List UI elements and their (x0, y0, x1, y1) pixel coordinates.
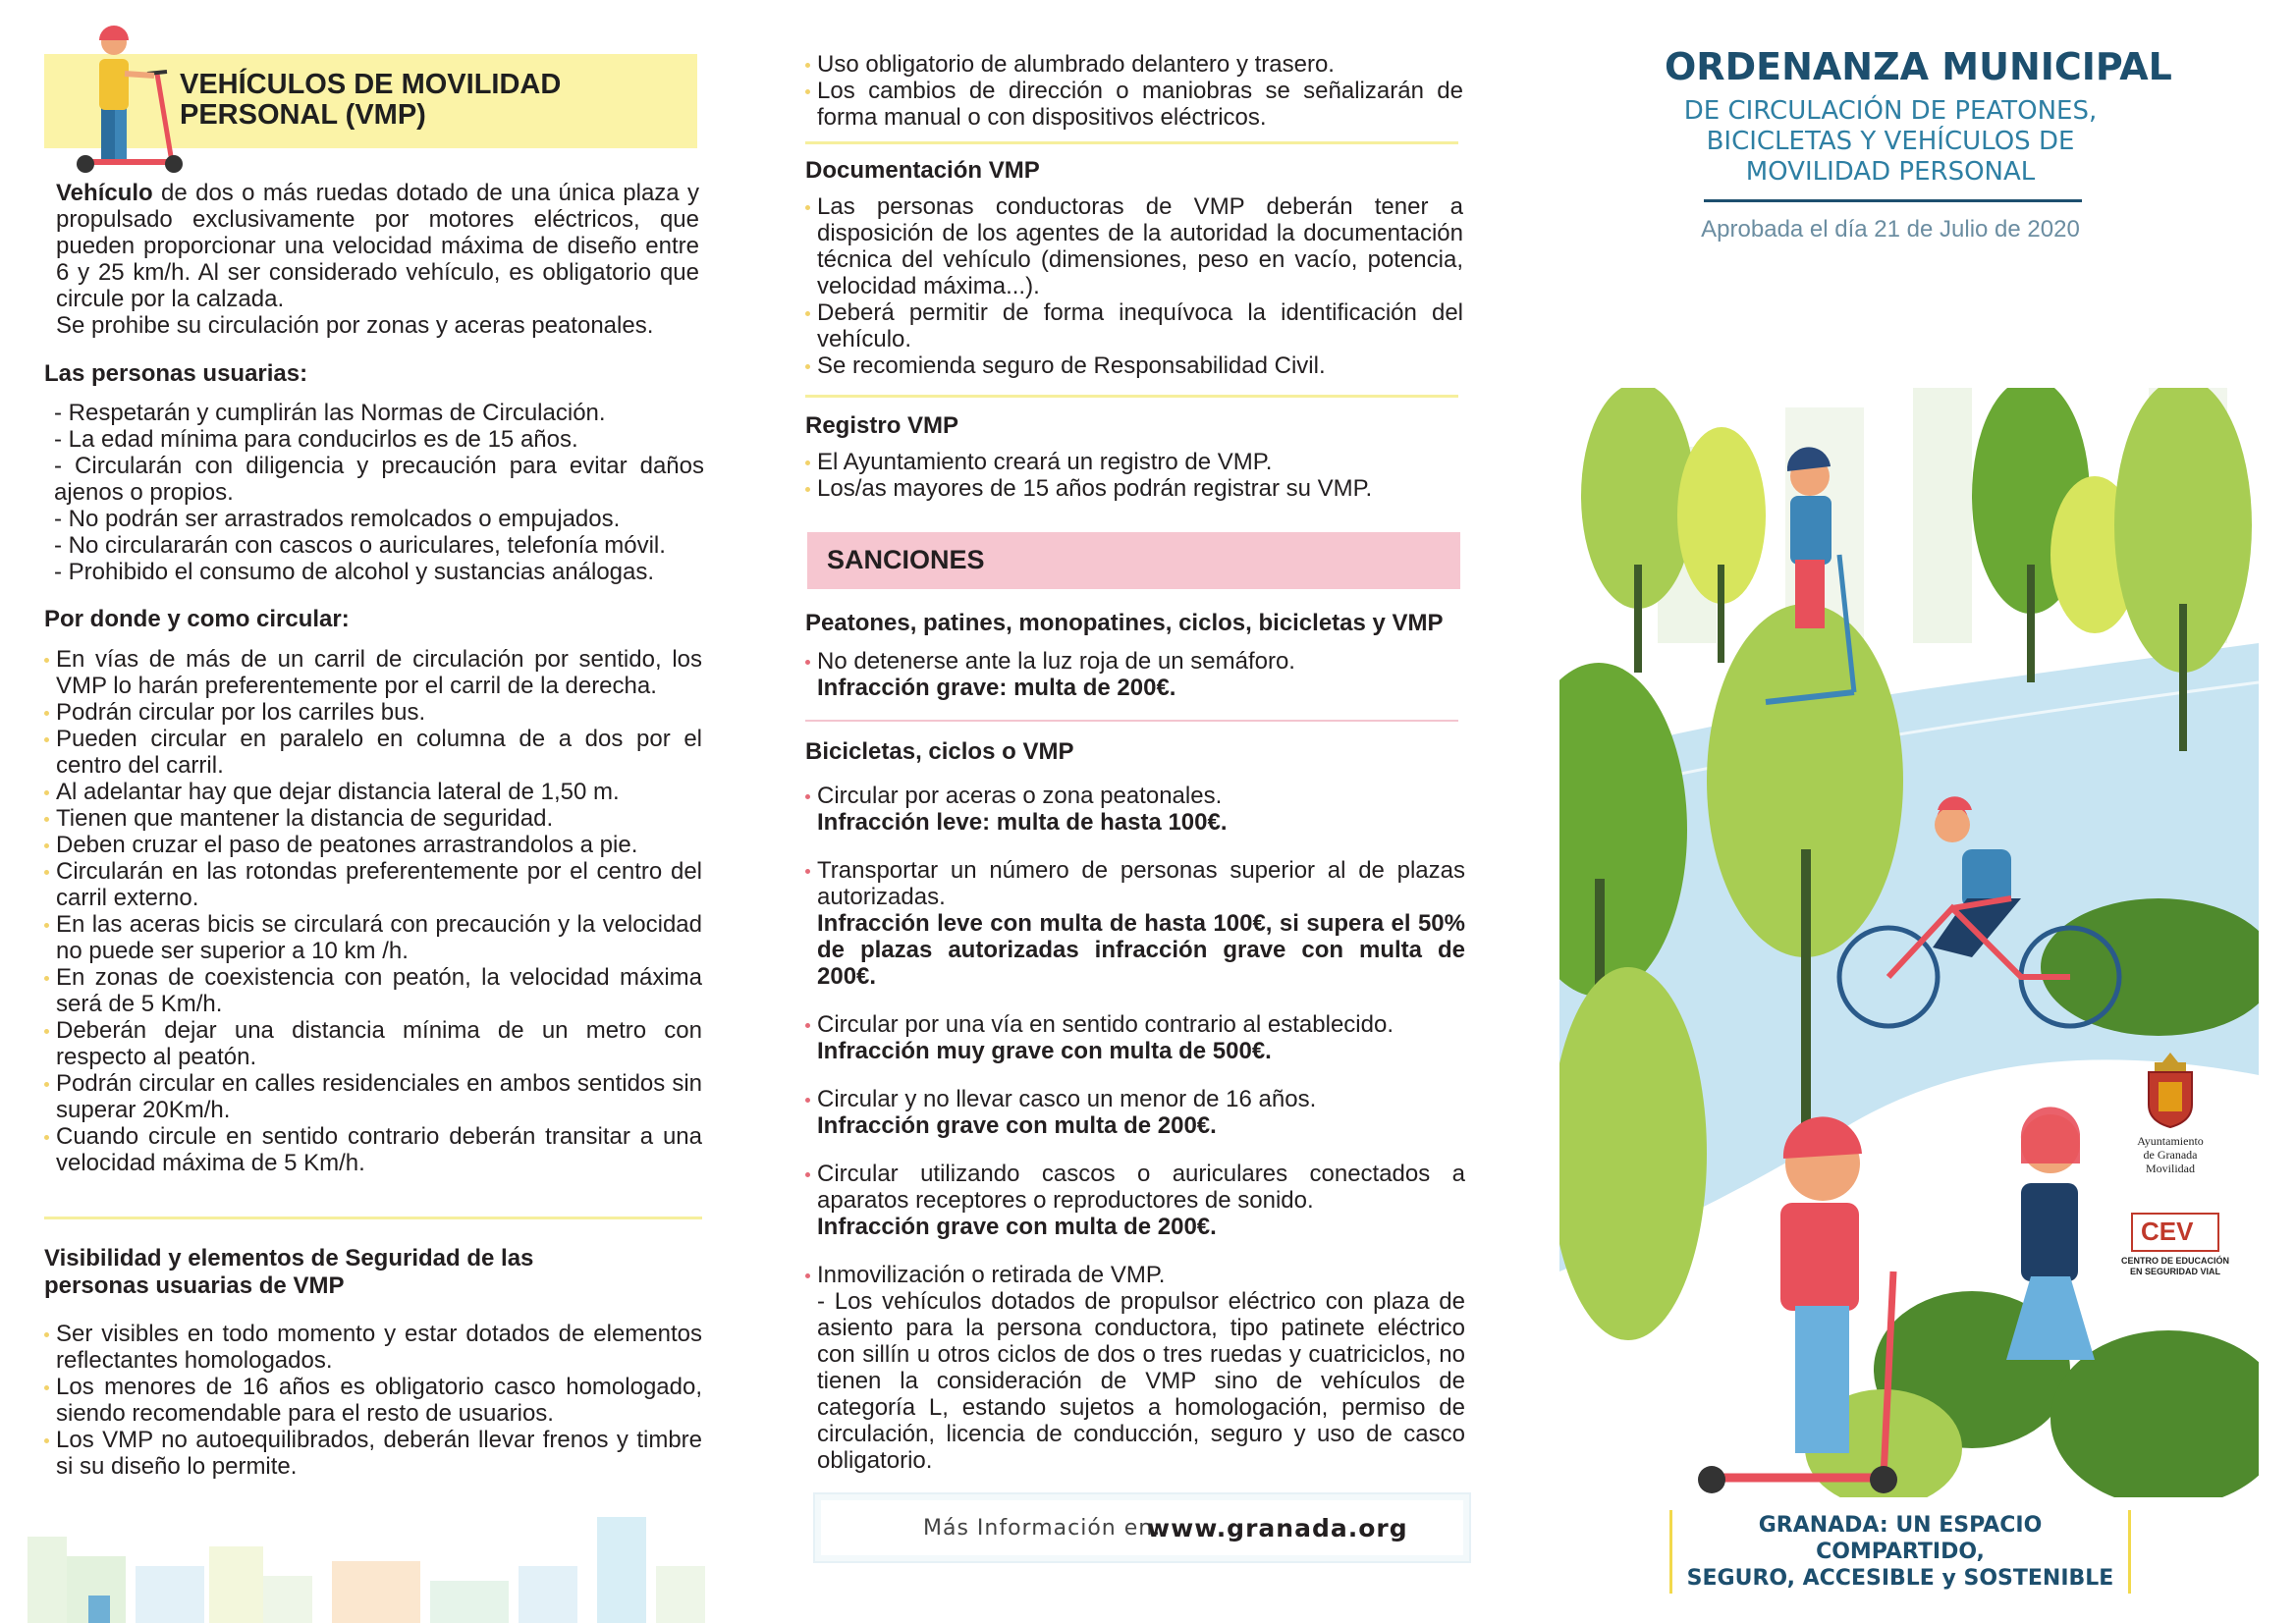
subtitle-line2: BICICLETAS Y VEHÍCULOS DE (1706, 127, 2075, 156)
cev-line1: CENTRO DE EDUCACIÓN (2121, 1256, 2230, 1266)
list-item: Al adelantar hay que dejar distancia lateral de 1,50 m. (44, 779, 702, 805)
slogan-line2: SEGURO, ACCESIBLE y SOSTENIBLE (1686, 1566, 2114, 1591)
bicicletas-list (805, 783, 1465, 1474)
coat-of-arms-icon (2141, 1051, 2200, 1129)
list-item: En vías de más de un carril de circulación por sentido, los VMP lo harán preferentemente por el carril de la derecha. (44, 646, 702, 699)
list-item: Uso obligatorio de alumbrado delantero y trasero. (805, 51, 1463, 78)
ayuntamiento-granada-logo (2116, 1051, 2224, 1175)
fine-text: Infracción grave: multa de 200€. (817, 675, 1176, 701)
infraction-text: Circular por una vía en sentido contrario al establecido. (817, 1011, 1394, 1038)
alumbrado-list (805, 51, 1463, 131)
registro-list (805, 449, 1463, 502)
list-item (805, 1011, 1465, 1064)
visibilidad-heading-line2: personas usuarias de VMP (44, 1272, 345, 1299)
list-item: Tienen que mantener la distancia de seguridad. (44, 805, 702, 832)
cev-line2: EN SEGURIDAD VIAL (2129, 1267, 2220, 1276)
slogan-line1: GRANADA: UN ESPACIO COMPARTIDO, (1758, 1513, 2043, 1564)
list-item: Deberá permitir de forma inequívoca la identificación del vehículo. (805, 299, 1463, 352)
visibilidad-list (44, 1321, 702, 1480)
cev-mark-text: CEV (2141, 1217, 2194, 1246)
definition-prohibition: Se prohibe su circulación por zonas y aceras peatonales. (56, 312, 654, 339)
circular-heading: Por donde y como circular: (44, 606, 350, 632)
fine-text: Infracción grave con multa de 200€. (817, 1214, 1217, 1240)
infraction-text: Transportar un número de personas superior al de plazas autorizadas. (817, 857, 1465, 910)
visibilidad-heading-line1: Visibilidad y elementos de Seguridad de las (44, 1245, 534, 1271)
definition-term: Vehículo (56, 180, 153, 206)
list-item: Deberán dejar una distancia mínima de un metro con respecto al peatón. (44, 1017, 702, 1070)
slogan (1669, 1510, 2131, 1594)
cev-logo (2121, 1213, 2229, 1277)
ordinance-title: ORDENANZA MUNICIPAL (1665, 45, 2172, 88)
list-item (805, 1161, 1465, 1240)
list-item: Se recomienda seguro de Responsabilidad Civil. (805, 352, 1463, 379)
list-item (805, 1086, 1465, 1139)
list-item: Pueden circular en paralelo en columna de a dos por el centro del carril. (44, 726, 702, 779)
list-item: En zonas de coexistencia con peatón, la velocidad máxima será de 5 Km/h. (44, 964, 702, 1017)
list-item: Podrán circular en calles residenciales en ambos sentidos sin superar 20Km/h. (44, 1070, 702, 1123)
ordinance-subtitle (1625, 96, 2156, 188)
list-item: - No circulararán con cascos o auriculares, telefonía móvil. (54, 532, 666, 559)
fine-text: Infracción muy grave con multa de 500€. (817, 1038, 1272, 1064)
subtitle-line1: DE CIRCULACIÓN DE PEATONES, (1683, 96, 2098, 126)
bicicletas-heading: Bicicletas, ciclos o VMP (805, 738, 1074, 765)
list-item: - No podrán ser arrastrados remolcados o empujados. (54, 506, 621, 532)
vmp-title (180, 70, 561, 131)
more-info-box (813, 1492, 1471, 1563)
city-skyline-decoration (27, 1507, 715, 1623)
divider (44, 1217, 702, 1219)
divider (805, 720, 1458, 722)
cev-mark (2131, 1213, 2219, 1252)
inmovilizacion-detail: - Los vehículos dotados de propulsor eléctrico con plaza de asiento para la persona conductora, tipo patinete eléctrico con sillín u otros ciclos de dos o tres ruedas y cuatriciclos, no tienen la consideración de VMP sino de vehículos de categoría L, estando sujetos a homologación, permiso de circulación, licencia de conducción, seguro y uso de casco obligatorio. (817, 1288, 1465, 1474)
list-item (805, 648, 1463, 701)
list-item (805, 783, 1465, 836)
divider (805, 141, 1458, 144)
logo1-line3: Movilidad (2146, 1162, 2195, 1175)
sanciones-band (807, 532, 1460, 589)
circular-list (44, 646, 702, 1176)
logo1-line2: de Granada (2143, 1148, 2198, 1162)
fine-text: Infracción leve con multa de hasta 100€, si supera el 50% de plazas autorizadas infracción grave con multa de 200€. (817, 910, 1465, 990)
sanciones-title: SANCIONES (827, 545, 985, 574)
list-item: Deben cruzar el paso de peatones arrastrandolos a pie. (44, 832, 702, 858)
list-item: Los menores de 16 años es obligatorio casco homologado, siendo recomendable para el resto de usuarios. (44, 1374, 702, 1427)
vmp-title-line1: VEHÍCULOS DE MOVILIDAD (180, 69, 562, 100)
list-item: - Respetarán y cumplirán las Normas de Circulación. (54, 400, 606, 426)
list-item: - Circularán con diligencia y precaución para evitar daños ajenos o propios. (54, 453, 704, 506)
list-item: Circularán en las rotondas preferentemente por el centro del carril externo. (44, 858, 702, 911)
documentacion-heading: Documentación VMP (805, 157, 1040, 184)
fine-text: Infracción grave con multa de 200€. (817, 1112, 1217, 1139)
list-item: En las aceras bicis se circulará con precaución y la velocidad no puede ser superior a 10 km /h. (44, 911, 702, 964)
list-item: Ser visibles en todo momento y estar dotados de elementos reflectantes homologados. (44, 1321, 702, 1374)
website-link[interactable]: www.granada.org (1147, 1514, 1408, 1542)
list-item: Los/as mayores de 15 años podrán registrar su VMP. (805, 475, 1463, 502)
list-item: Los cambios de dirección o maniobras se señalizarán de forma manual o con dispositivos eléctricos. (805, 78, 1463, 131)
list-item: - Prohibido el consumo de alcohol y sustancias análogas. (54, 559, 655, 585)
visibilidad-heading (44, 1245, 702, 1300)
list-item: Las personas conductoras de VMP deberán tener a disposición de los agentes de la autoridad la documentación técnica del vehículo (dimensiones, peso en vacío, potencia, velocidad máxima...). (805, 193, 1463, 299)
subtitle-line3: MOVILIDAD PERSONAL (1745, 157, 2036, 187)
list-item: - La edad mínima para conducirlos es de 15 años. (54, 426, 578, 453)
infraction-text: Circular y no llevar casco un menor de 16 años. (817, 1086, 1317, 1112)
usuarias-heading: Las personas usuarias: (44, 360, 308, 387)
peatones-heading: Peatones, patines, monopatines, ciclos, bicicletas y VMP (805, 610, 1444, 636)
list-item: Cuando circule en sentido contrario deberán transitar a una velocidad máxima de 5 Km/h. (44, 1123, 702, 1176)
vmp-title-line2: PERSONAL (VMP) (180, 99, 426, 131)
documentacion-list (805, 193, 1463, 379)
list-item: Los VMP no autoequilibrados, deberán llevar frenos y timbre si su diseño lo permite. (44, 1427, 702, 1480)
infraction-text: Circular utilizando cascos o auriculares conectados a aparatos receptores o reproductores de sonido. (817, 1161, 1465, 1214)
approval-date: Aprobada el día 21 de Julio de 2020 (1701, 216, 2080, 243)
usuarias-list (44, 400, 704, 585)
registro-heading: Registro VMP (805, 412, 959, 439)
definition-text: de dos o más ruedas dotado de una única plaza y propulsado exclusivamente por motores eléctricos, que pueden proporcionar una velocidad máxima de diseño entre 6 y 25 km/h. Al ser considerado vehículo, es obligatorio que circule por la calzada. (56, 180, 699, 312)
peatones-list (805, 648, 1463, 701)
title-rule (1704, 199, 2082, 202)
infraction-text: No detenerse ante la luz roja de un semáforo. (817, 648, 1295, 675)
list-item: El Ayuntamiento creará un registro de VMP. (805, 449, 1463, 475)
list-item (805, 857, 1465, 990)
fine-text: Infracción leve: multa de hasta 100€. (817, 809, 1228, 836)
vmp-definition (56, 180, 699, 339)
logo1-line1: Ayuntamiento (2137, 1134, 2204, 1148)
more-info-label: Más Información en: (923, 1516, 1162, 1541)
infraction-text: Inmovilización o retirada de VMP. (817, 1262, 1166, 1288)
divider (805, 395, 1458, 398)
list-item: Podrán circular por los carriles bus. (44, 699, 702, 726)
park-mobility-illustration (1559, 388, 2259, 1497)
infraction-text: Circular por aceras o zona peatonales. (817, 783, 1223, 809)
list-item (805, 1262, 1465, 1474)
